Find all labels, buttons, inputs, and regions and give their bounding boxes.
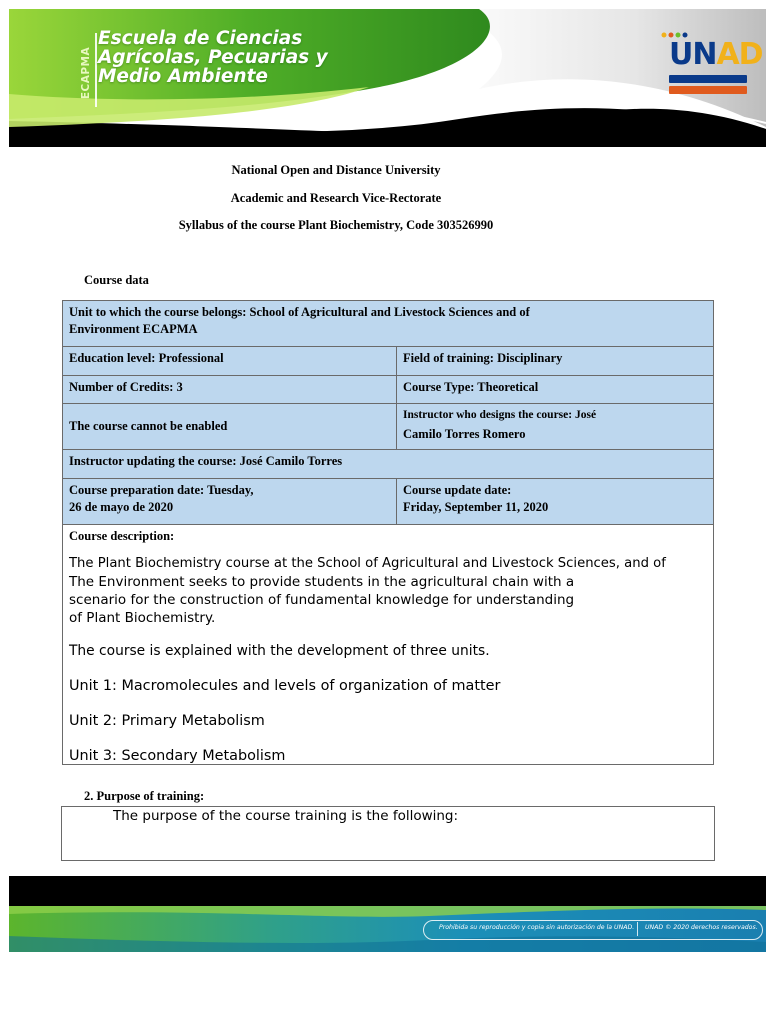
unad-logo <box>661 31 763 107</box>
desc-line-3: scenario for the construction of fundamental knowledge for understanding <box>69 592 575 608</box>
prep-date-line-2: 26 de mayo de 2020 <box>69 500 174 514</box>
credits-cell: Number of Credits: 3 <box>63 376 397 403</box>
preparation-date-cell <box>63 479 397 524</box>
footer-black-bar <box>9 876 766 906</box>
table-row-description <box>63 525 713 764</box>
header-banner <box>9 9 766 147</box>
designer-line-1: Instructor who designs the course: José <box>403 409 597 421</box>
updater-cell: Instructor updating the course: José Camilo Torres <box>69 454 343 468</box>
logo-stripe-orange <box>669 86 747 94</box>
unit-line-2: Environment ECAPMA <box>69 322 198 336</box>
logo-stripe-blue <box>669 75 747 83</box>
desc-line-1: The Plant Biochemistry course at the School of Agricultural and Livestock Sciences, and of <box>69 556 666 571</box>
footer-separator <box>637 922 638 936</box>
designer-cell <box>397 404 713 449</box>
footer-band <box>9 906 766 952</box>
table-row-updater <box>63 450 713 479</box>
footer-copyright: UNAD © 2020 derechos reservados. <box>645 924 758 931</box>
unit-line-1: Unit to which the course belongs: School of Agricultural and Livestock Sciences and of <box>69 305 530 319</box>
university-name: National Open and Distance University <box>231 163 441 177</box>
course-type-cell: Course Type: Theoretical <box>403 380 539 394</box>
education-level-cell: Education level: Professional <box>63 347 397 375</box>
table-row-education <box>63 347 713 376</box>
vice-rectorate: Academic and Research Vice-Rectorate <box>230 191 442 205</box>
designer-line-2: Camilo Torres Romero <box>403 427 526 441</box>
table-row-dates <box>63 479 713 525</box>
enabled-cell <box>63 404 397 449</box>
desc-line-2: The Environment seeks to provide students in the agricultural chain with a <box>69 574 575 590</box>
purpose-text: The purpose of the course training is the following: <box>113 808 459 824</box>
syllabus-title: Syllabus of the course Plant Biochemistry, Code 303526990 <box>178 218 494 232</box>
school-name-line-1: Escuela de Ciencias <box>98 28 303 49</box>
prep-date-line-1: Course preparation date: Tuesday, <box>69 483 254 497</box>
school-name-line-2: Agrícolas, Pecuarias y <box>98 47 328 68</box>
unit-cell <box>63 301 713 346</box>
purpose-box <box>61 806 715 861</box>
school-name-line-3: Medio Ambiente <box>98 66 268 87</box>
ecapma-vertical-label: ECAPMA <box>80 46 92 100</box>
purpose-heading: 2. Purpose of training: <box>84 789 205 803</box>
description-cell <box>63 525 713 764</box>
school-name <box>98 29 328 86</box>
brand-divider <box>95 33 97 107</box>
unad-logo-word: UNAD <box>669 37 763 72</box>
unit-2-item: Unit 2: Primary Metabolism <box>69 713 265 729</box>
table-row-enabled <box>63 404 713 450</box>
course-data-table <box>62 300 714 765</box>
course-data-heading: Course data <box>84 273 149 287</box>
units-intro: The course is explained with the development of three units. <box>69 643 490 659</box>
desc-line-4: of Plant Biochemistry. <box>69 610 216 626</box>
description-label: Course description: <box>69 529 175 543</box>
table-row-unit <box>63 301 713 347</box>
update-date-cell <box>397 479 713 524</box>
footer-notice: Prohibida su reproducción y copia sin autorización de la UNAD. <box>439 924 635 931</box>
field-of-training-cell: Field of training: Disciplinary <box>403 351 563 365</box>
table-row-credits <box>63 376 713 404</box>
update-date-line-2: Friday, September 11, 2020 <box>403 500 549 514</box>
unit-3-item: Unit 3: Secondary Metabolism <box>69 748 286 764</box>
description-paragraph <box>69 555 707 627</box>
update-date-line-1: Course update date: <box>403 483 512 497</box>
unit-1-item: Unit 1: Macromolecules and levels of organization of matter <box>69 678 501 694</box>
enabled-text: The course cannot be enabled <box>69 419 228 433</box>
